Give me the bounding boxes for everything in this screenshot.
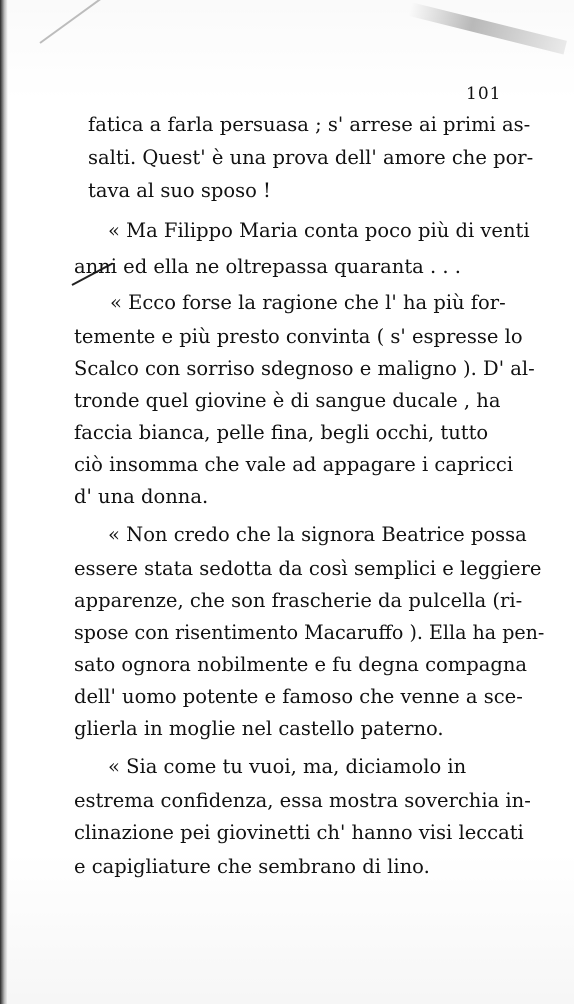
text-line: « Ecco forse la ragione che l' ha più for-: [110, 291, 506, 314]
text-line: e capigliature che sembrano di lino.: [74, 855, 430, 878]
text-line: apparenze, che son frascherie da pulcella (ri-: [74, 589, 523, 612]
text-line: essere stata sedotta da così semplici e leggiere: [74, 557, 542, 580]
text-line: estrema confidenza, essa mostra soverchia in-: [74, 789, 531, 812]
text-line: spose con risentimento Macaruffo ). Ella ha pen-: [74, 621, 545, 644]
page-spine-shadow: [0, 0, 8, 1004]
text-line: temente e più presto convinta ( s' espresse lo: [74, 325, 523, 348]
text-line: tava al suo sposo !: [88, 179, 271, 202]
paper-scratch: [39, 0, 153, 44]
text-line: fatica a farla persuasa ; s' arrese ai primi as-: [88, 113, 531, 136]
text-line: ciò insomma che vale ad appagare i capricci: [74, 453, 514, 476]
text-line: Scalco con sorriso sdegnoso e maligno ). D' al-: [74, 357, 535, 380]
paper-smudge: [408, 2, 567, 54]
text-line: clinazione pei giovinetti ch' hanno visi leccati: [74, 821, 524, 844]
text-line: « Ma Filippo Maria conta poco più di venti: [108, 219, 530, 242]
text-line: dell' uomo potente e famoso che venne a sce-: [74, 685, 523, 708]
text-line: glierla in moglie nel castello paterno.: [74, 717, 444, 740]
text-line: « Non credo che la signora Beatrice possa: [108, 523, 527, 546]
page-number: 101: [466, 84, 502, 104]
text-line: salti. Quest' è una prova dell' amore che por-: [88, 146, 534, 169]
text-line: d' una donna.: [74, 485, 209, 508]
text-line: anni ed ella ne oltrepassa quaranta . . .: [74, 255, 461, 278]
text-line: « Sia come tu vuoi, ma, diciamolo in: [108, 755, 467, 778]
text-line: sato ognora nobilmente e fu degna compagna: [74, 653, 528, 676]
text-line: tronde quel giovine è di sangue ducale , ha: [74, 389, 501, 412]
text-line: faccia bianca, pelle fina, begli occhi, tutto: [74, 421, 489, 444]
